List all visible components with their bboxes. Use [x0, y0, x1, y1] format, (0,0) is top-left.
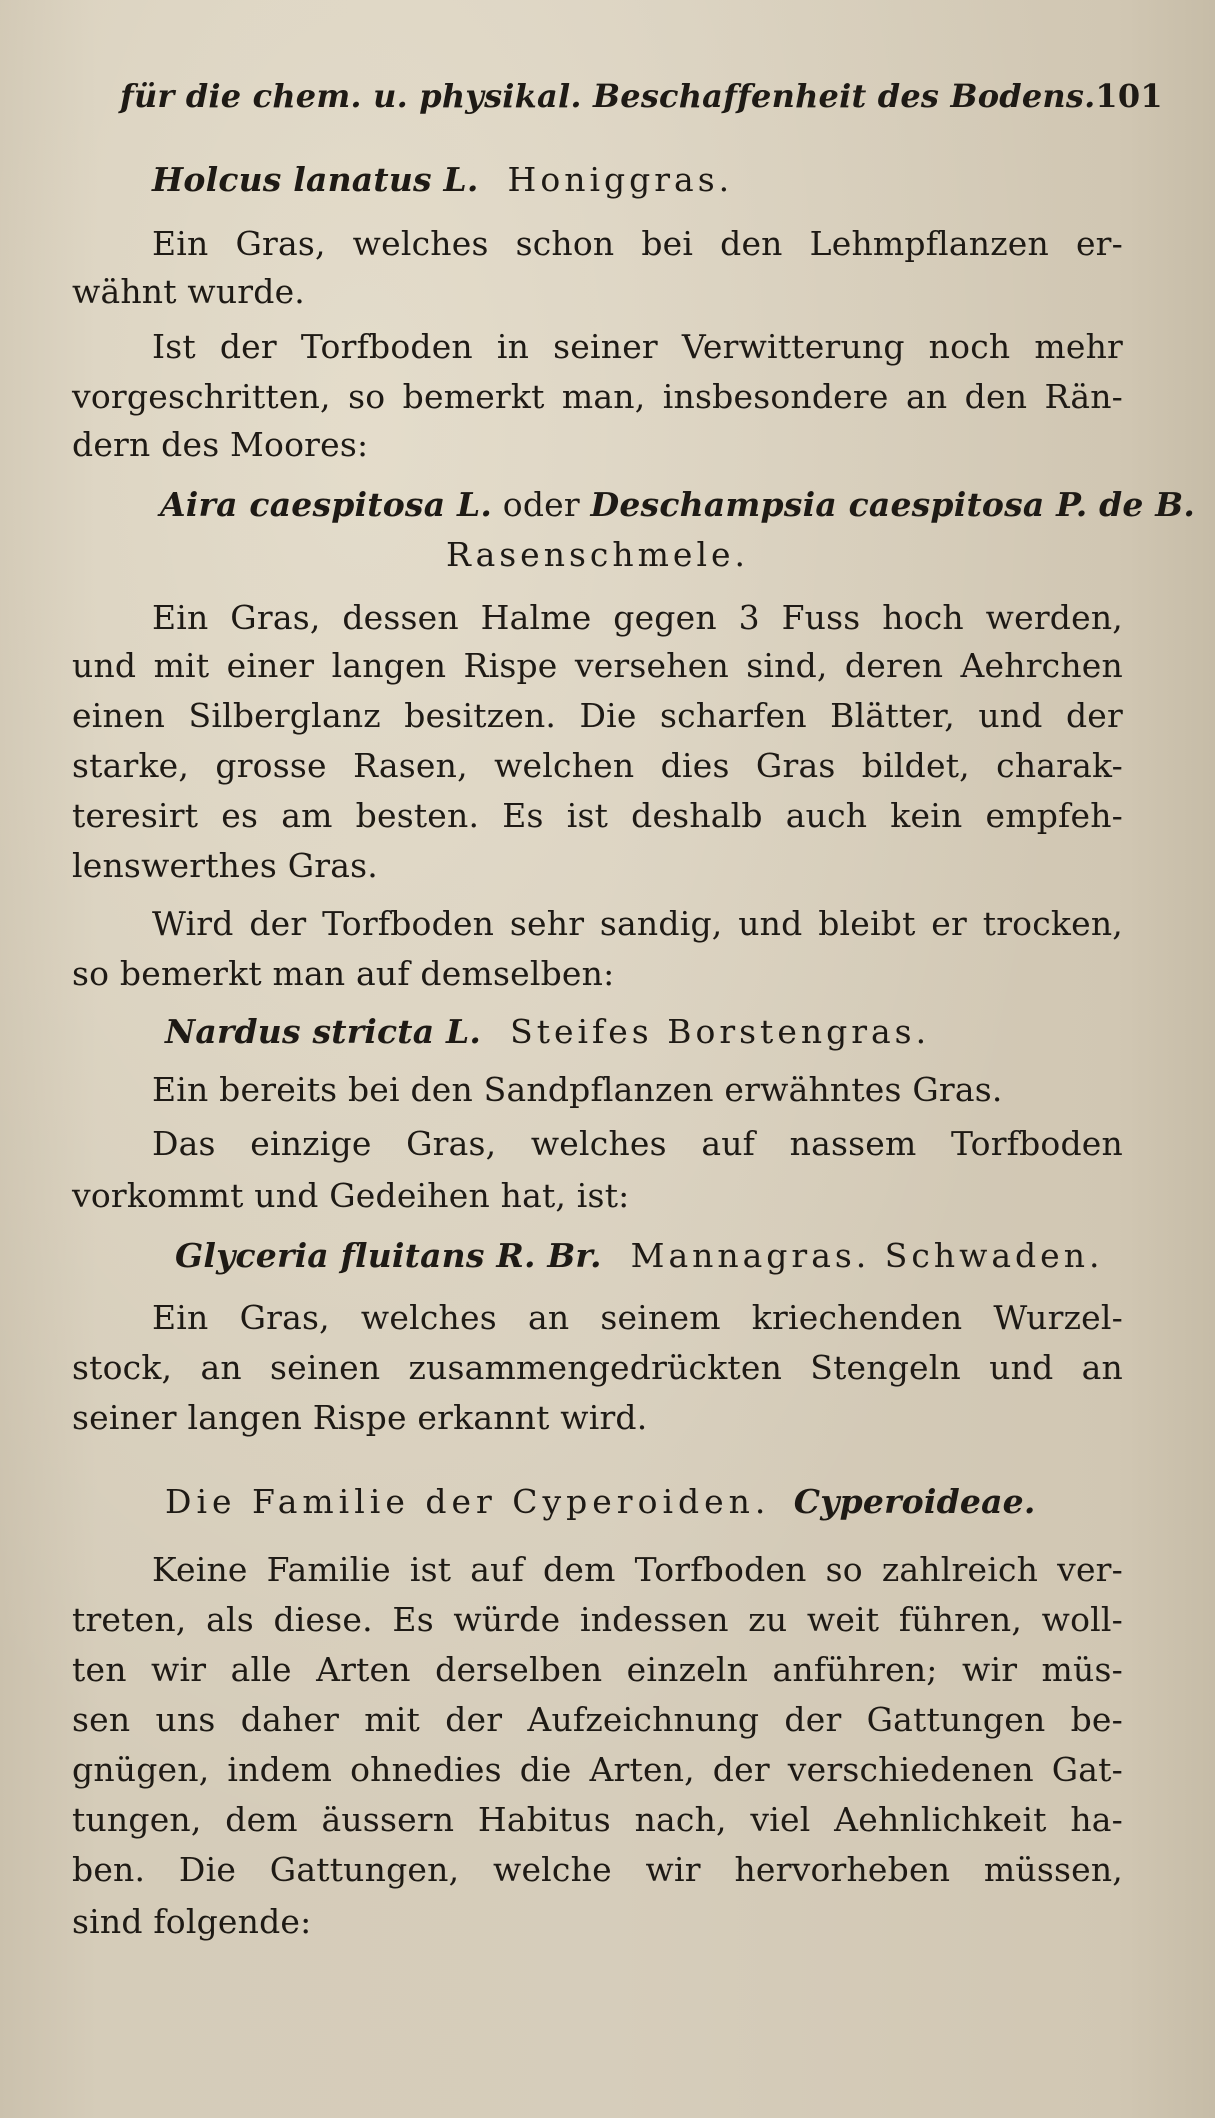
text-line: ten wir alle Arten derselben einzeln anführen; wir müs- — [72, 1650, 1123, 1689]
text-line: sind folgende: — [72, 1902, 312, 1941]
text-line: stock, an seinen zusammengedrückten Stengeln und an — [72, 1348, 1123, 1387]
species-heading-glyceria — [175, 1236, 1123, 1276]
species-common-name: Mannagras. Schwaden. — [601, 1236, 1104, 1275]
species-common-name: Steifes Borstengras. — [481, 1012, 931, 1051]
text-line: Ein Gras, welches schon bei den Lehmpflanzen er- — [152, 224, 1123, 263]
running-header — [120, 76, 1163, 116]
running-title: für die chem. u. physikal. Beschaffenheit des Bodens. — [120, 77, 1096, 115]
species-latin-synonym: Deschampsia caespitosa P. de B. — [590, 485, 1196, 524]
text-line: gnügen, indem ohnedies die Arten, der verschiedenen Gat- — [72, 1750, 1123, 1789]
text-line: wähnt wurde. — [72, 272, 305, 311]
family-name: Die Familie der Cyperoiden. — [165, 1482, 771, 1521]
species-common-name: Honiggras. — [478, 160, 734, 199]
text-line: Ein bereits bei den Sandpflanzen erwähntes Gras. — [152, 1070, 1003, 1109]
text-line: sen uns daher mit der Aufzeichnung der Gattungen be- — [72, 1700, 1123, 1739]
text-line: Das einzige Gras, welches auf nassem Torfboden — [152, 1124, 1123, 1163]
text-line: treten, als diese. Es würde indessen zu weit führen, woll- — [72, 1600, 1123, 1639]
section-heading-cyperoiden — [165, 1482, 1123, 1522]
species-latin-name: Nardus stricta L. — [165, 1012, 482, 1051]
text-line: tungen, dem äussern Habitus nach, viel Aehnlichkeit ha- — [72, 1800, 1123, 1839]
text-line: einen Silberglanz besitzen. Die scharfen Blätter, und der — [72, 696, 1123, 735]
text-line: Ist der Torfboden in seiner Verwitterung noch mehr — [152, 327, 1123, 366]
page-number: 101 — [1095, 77, 1163, 115]
text-line: lenswerthes Gras. — [72, 846, 378, 885]
text-line: so bemerkt man auf demselben: — [72, 954, 615, 993]
species-latin-name: Holcus lanatus L. — [152, 160, 479, 199]
text-line: vorgeschritten, so bemerkt man, insbesondere an den Rän- — [72, 377, 1123, 416]
family-latin-name: Cyperoideae. — [770, 1482, 1036, 1521]
text-line: vorkommt und Gedeihen hat, ist: — [72, 1176, 630, 1215]
text-line: dern des Moores: — [72, 425, 369, 464]
species-latin-name: Aira caespitosa L. — [160, 485, 493, 524]
text-line: Ein Gras, dessen Halme gegen 3 Fuss hoch werden, — [152, 598, 1123, 637]
species-latin-name: Glyceria fluitans R. Br. — [175, 1236, 602, 1275]
text-line: starke, grosse Rasen, welchen dies Gras bildet, charak- — [72, 746, 1123, 785]
text-line: Ein Gras, welches an seinem kriechenden Wurzel- — [152, 1298, 1123, 1337]
species-heading-holcus — [72, 160, 1123, 200]
text-line: Wird der Torfboden sehr sandig, und bleibt er trocken, — [152, 904, 1123, 943]
text-line: und mit einer langen Rispe versehen sind, deren Aehrchen — [72, 646, 1123, 685]
species-heading-nardus — [165, 1012, 1123, 1052]
text-line: teresirt es am besten. Es ist deshalb auch kein empfeh- — [72, 796, 1123, 835]
species-heading-aira — [160, 485, 1196, 525]
text-line: seiner langen Rispe erkannt wird. — [72, 1398, 648, 1437]
text-line: ben. Die Gattungen, welche wir hervorheben müssen, — [72, 1850, 1123, 1889]
connector-text: oder — [492, 485, 591, 524]
text-line: Keine Familie ist auf dem Torfboden so zahlreich ver- — [152, 1550, 1123, 1589]
species-common-name: Rasenschmele. — [445, 535, 750, 574]
